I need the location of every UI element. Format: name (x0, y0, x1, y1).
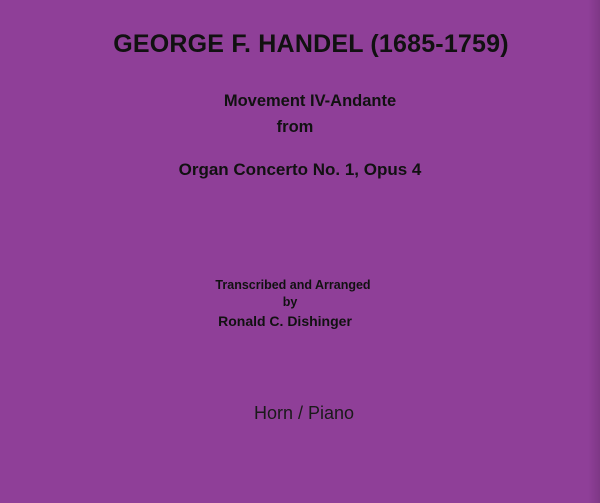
movement-title: Movement IV-Andante (223, 92, 397, 110)
composer-heading: GEORGE F. HANDEL (1685-1759) (113, 30, 509, 58)
arranger-name: Ronald C. Dishinger (218, 313, 352, 329)
from-text: from (276, 118, 314, 136)
work-title: Organ Concerto No. 1, Opus 4 (178, 160, 422, 179)
by-text: by (282, 295, 298, 309)
instrumentation-label: Horn / Piano (253, 403, 355, 423)
credit-line: Transcribed and Arranged (215, 278, 371, 292)
